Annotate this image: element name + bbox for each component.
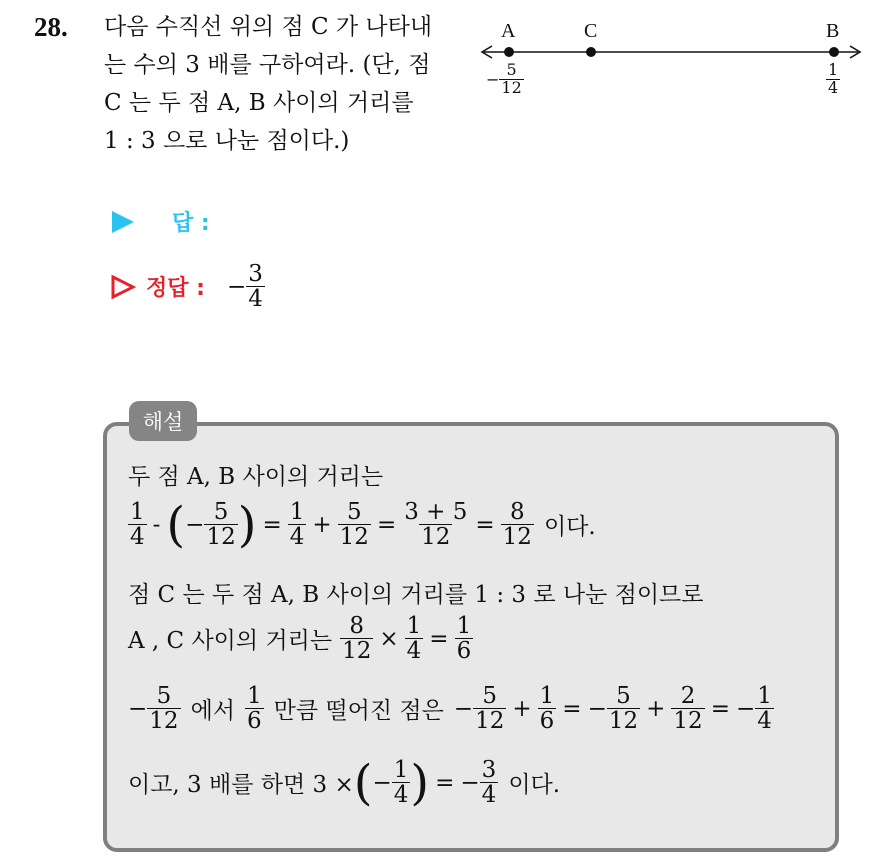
solution-line-6: 이고, 3 배를 하면 3 × ( − $\frac{1}{4}$ ) = − $\frac{3}{4}$ 이다. (128, 754, 561, 811)
solution-tab: 해설 (129, 401, 197, 441)
point-b-value: $\frac{1}{4}$ (828, 60, 839, 97)
point-c-label: C (584, 20, 598, 42)
point-a-value: − $\frac{5}{12}$ (486, 60, 522, 97)
question-line: C 는 두 점 A, B 사이의 거리를 (104, 90, 414, 116)
point-a-dot (504, 47, 514, 57)
point-a-label: A (501, 20, 516, 42)
correct-answer-value: − $\frac{3}{4}$ (226, 261, 263, 313)
point-b-dot (829, 47, 839, 57)
point-c-dot (586, 47, 596, 57)
point-b-label: B (826, 20, 840, 42)
correct-answer-label: 정답 : (146, 276, 205, 302)
question-text (104, 8, 474, 160)
number-line-axis (476, 36, 866, 96)
solution-line-4: A , C 사이의 거리는 $\frac{8}{12}$ × $\frac{1}{4}$ = $\frac{1}{6}$ (128, 613, 472, 665)
solution-line-5: − $\frac{5}{12}$ 에서 $\frac{1}{6}$ 만큼 떨어진 점은 − $\frac{5}{12}$ + $\frac{1}{6}$ = − $\frac{5}{12}$ + $\frac{2}{12}$ = − $\frac{1}{4}$ (128, 683, 772, 735)
question-line: 다음 수직선 위의 점 C 가 나타내 (104, 14, 433, 40)
solution-line-1: 두 점 A, B 사이의 거리는 (128, 464, 384, 490)
question-line: 는 수의 3 배를 구하여라. (단, 점 (104, 52, 431, 78)
answer-row (110, 206, 210, 237)
correct-answer-row (110, 262, 265, 311)
correct-play-outline-icon (110, 274, 136, 300)
question-line: 1 : 3 으로 나눈 점이다.) (104, 128, 350, 154)
solution-line-2: $\frac{1}{4}$ - ( − $\frac{5}{12}$ ) = $\frac{1}{4}$ + $\frac{5}{12}$ = $\frac{3 + 5}{12}$ = $\frac{8}{12}$ 이다. (130, 496, 596, 553)
question-number: 28. (34, 12, 68, 42)
answer-play-icon (110, 209, 136, 235)
answer-label: 답 : (172, 211, 210, 236)
solution-line-3: 점 C 는 두 점 A, B 사이의 거리를 1 : 3 로 나눈 점이므로 (128, 582, 704, 608)
number-line (476, 16, 866, 116)
